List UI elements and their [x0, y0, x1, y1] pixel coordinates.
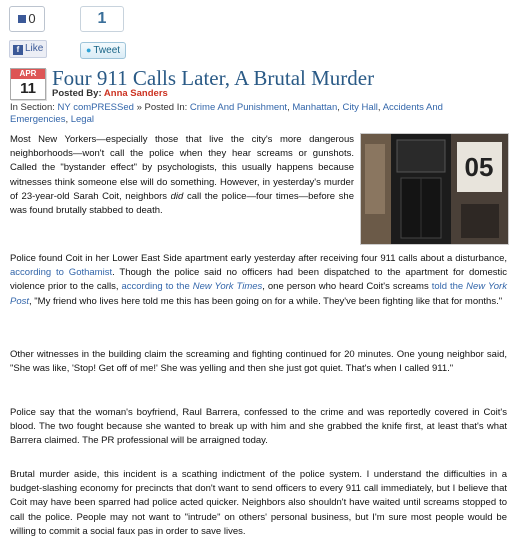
- category-link[interactable]: City Hall: [342, 102, 378, 113]
- byline: Posted By: Anna Sanders: [52, 88, 168, 99]
- article-paragraph: Brutal murder aside, this incident is a scathing indictment of the police system. I understand the difficulties in a budget-slashing economy for precincts that don't want to send officers to every 911 call immediately, but I believe that Coit may have been sparred had police acted quicker. Neighbors also shouldn't have waited until screams stopped to call the police. People may not want to "intrude" on others' personal business, but I'm sure most people would be willing to commit a social faux pas in order to save lives.: [10, 469, 507, 537]
- nypost-link[interactable]: told the New York Post: [10, 281, 507, 307]
- section-link[interactable]: NY comPRESSed: [57, 102, 134, 113]
- nytimes-link[interactable]: according to the New York Times: [121, 281, 263, 293]
- post-title[interactable]: Four 911 Calls Later, A Brutal Murder: [52, 66, 375, 90]
- door-number: 05: [464, 152, 494, 182]
- category-link[interactable]: Legal: [70, 114, 94, 125]
- article-paragraph: Police found Coit in her Lower East Side apartment early yesterday after receiving four 911 calls about a disturbance, according to Gothamist. Though the police said no officers had been dispatched to the apartment for domestic violence prior to the calls, according to the New York Times, one person who heard Coit's screams told the New York Post, "My friend who lives here told me this has been going on for a while. They've been fighting like that for months.": [10, 253, 507, 307]
- twitter-bird-icon: ●: [85, 45, 92, 55]
- article-paragraph: Most New Yorkers—especially those that live the city's more dangerous neighborhoods—won't call the police when they hear screams or gunshots. Called the "bystander effect" by psychologists, this usually happens because witnesses think someone else will do something. However, in yesterday's murder of 23-year-old Sarah Coit, neighbors did call the police—four times—before she was found brutally stabbed to death.: [10, 134, 354, 217]
- category-link[interactable]: Accidents And Emergencies: [10, 102, 443, 125]
- facebook-icon: f: [13, 45, 23, 55]
- category-link[interactable]: Crime And Punishment: [189, 102, 288, 113]
- article-photo: [360, 133, 509, 245]
- date-calendar-icon: [10, 68, 46, 100]
- date-month: APR: [11, 69, 45, 79]
- date-day: 11: [20, 80, 36, 97]
- gothamist-link[interactable]: according to Gothamist: [10, 267, 113, 279]
- article-paragraph: Other witnesses in the building claim the screaming and fighting continued for 20 minutes. One young neighbor said, "She was like, 'Stop! Get off of me!' She was yelling and then she just got quiet. That's when I called 911.": [10, 349, 507, 375]
- post-meta: In Section: NY comPRESSed » Posted In: Crime And Punishment, Manhattan, City Hall, Accidents And Emergencies, Legal: [10, 102, 443, 125]
- facebook-mini-icon: [18, 15, 26, 23]
- facebook-count: 0: [9, 6, 45, 32]
- author-link[interactable]: Anna Sanders: [103, 88, 168, 99]
- building-door-image: [361, 134, 508, 244]
- category-link[interactable]: Manhattan: [292, 102, 338, 113]
- article-paragraph: Police say that the woman's boyfriend, Raul Barrera, confessed to the crime and was reportedly covered in Coit's blood. The two fought because she wanted to break up with him and she grabbed the knife first, at least that's what Barrera claimed. The PR professional will be arraigned today.: [10, 407, 507, 447]
- facebook-like-button[interactable]: f Like: [9, 40, 47, 58]
- tweet-count: 1: [80, 6, 124, 32]
- tweet-button[interactable]: ● Tweet: [80, 42, 126, 59]
